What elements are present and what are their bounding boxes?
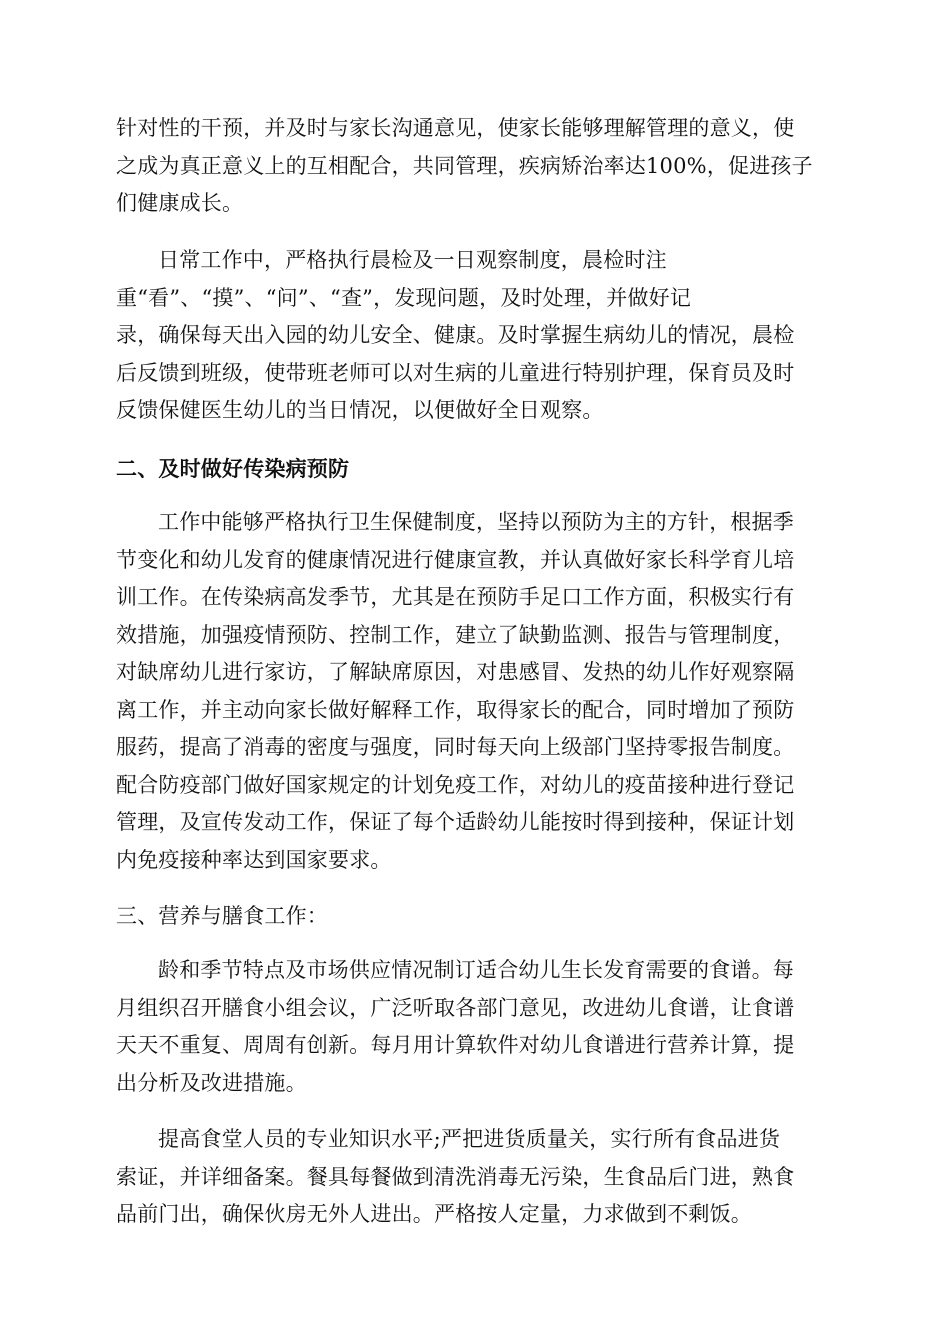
paragraph-line: 针对性的干预，并及时与家长沟通意见，使家长能够理解管理的意义，使 xyxy=(116,116,795,140)
paragraph-3 xyxy=(116,504,834,879)
paragraph-line: 配合防疫部门做好国家规定的计划免疫工作，对幼儿的疫苗接种进行登记 xyxy=(116,772,795,797)
paragraph-line: 品前门出，确保伙房无外人进出。严格按人定量，力求做到不剩饭。 xyxy=(116,1202,752,1226)
section-heading-3 xyxy=(116,898,834,936)
paragraph-line: 出分析及改进措施。 xyxy=(116,1070,307,1095)
section-heading-2 xyxy=(116,450,834,488)
paragraph-line: 提高食堂人员的专业知识水平;严把进货质量关，实行所有食品进货 xyxy=(158,1127,781,1151)
paragraph-line: 们健康成长。 xyxy=(116,191,244,215)
paragraph-line: 索证，并详细备案。餐具每餐做到清洗消毒无污染，生食品后门进，熟食 xyxy=(116,1164,795,1189)
paragraph-line: 离工作，并主动向家长做好解释工作，取得家长的配合，同时增加了预防 xyxy=(116,697,795,722)
paragraph-line: 效措施，加强疫情预防、控制工作，建立了缺勤监测、报告与管理制度， xyxy=(116,622,795,647)
paragraph-line: 录，确保每天出入园的幼儿安全、健康。及时掌握生病幼儿的情况，晨检 xyxy=(116,323,795,347)
paragraph-line: 内免疫接种率达到国家要求。 xyxy=(116,847,392,872)
paragraph-line: 天天不重复、周周有创新。每月用计算软件对幼儿食谱进行营养计算，提 xyxy=(116,1033,795,1057)
paragraph-2 xyxy=(116,242,834,430)
paragraph-line: 龄和季节特点及市场供应情况制订适合幼儿生长发育需要的食谱。每 xyxy=(158,958,794,982)
paragraph-line: 工作中能够严格执行卫生保健制度，坚持以预防为主的方针，根据季 xyxy=(158,510,794,534)
paragraph-line: 之成为真正意义上的互相配合，共同管理，疾病矫治率达100%，促进孩子 xyxy=(116,153,813,178)
paragraph-line: 重“看”、“摸”、“问”、“查”，发现问题，及时处理，并做好记 xyxy=(116,285,692,310)
heading-text: 三、营养与膳食工作： xyxy=(116,904,328,928)
paragraph-5 xyxy=(116,1121,834,1234)
paragraph-line: 服药，提高了消毒的密度与强度，同时每天向上级部门坚持零报告制度。 xyxy=(116,735,795,759)
paragraph-1 xyxy=(116,110,834,223)
paragraph-line: 月组织召开膳食小组会议，广泛听取各部门意见，改进幼儿食谱，让食谱 xyxy=(116,995,795,1020)
paragraph-line: 日常工作中，严格执行晨检及一日观察制度，晨检时注 xyxy=(158,248,667,272)
paragraph-4 xyxy=(116,952,834,1102)
paragraph-line: 后反馈到班级，使带班老师可以对生病的儿童进行特别护理，保育员及时 xyxy=(116,360,795,385)
paragraph-line: 反馈保健医生幼儿的当日情况，以便做好全日观察。 xyxy=(116,398,604,422)
paragraph-line: 管理，及宣传发动工作，保证了每个适龄幼儿能按时得到接种，保证计划 xyxy=(116,810,795,834)
paragraph-line: 训工作。在传染病高发季节，尤其是在预防手足口工作方面，积极实行有 xyxy=(116,585,795,609)
heading-text: 二、及时做好传染病预防 xyxy=(116,456,350,481)
paragraph-line: 节变化和幼儿发育的健康情况进行健康宣教，并认真做好家长科学育儿培 xyxy=(116,547,795,572)
paragraph-line: 对缺席幼儿进行家访，了解缺席原因，对患感冒、发热的幼儿作好观察隔 xyxy=(116,660,795,684)
